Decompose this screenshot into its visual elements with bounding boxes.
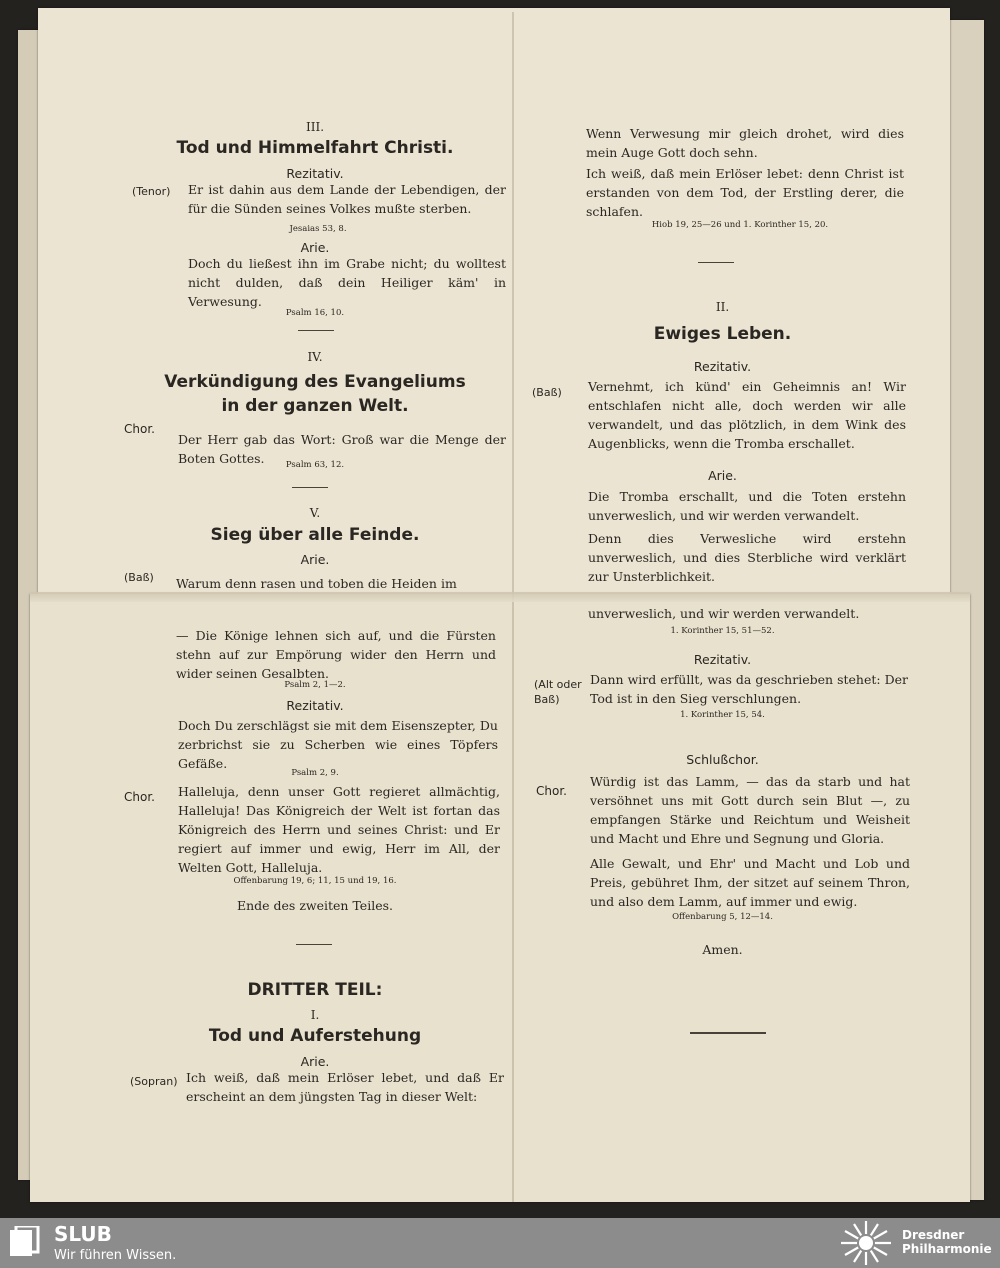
section-number: I. [310, 1008, 320, 1022]
lyrics-text: Würdig ist das Lamm, — das da starb und hat versöhnet uns mit Gott durch sein Blut —, zu empfangen Stärke und Reichtum und Weisheit und Macht und Ehre und Segnung und Gloria. [590, 774, 910, 846]
lyrics-text: Warum denn rasen und toben die Heiden im [176, 576, 457, 591]
center-fold [512, 12, 514, 1202]
divider [296, 944, 332, 945]
lyrics-text: Die Tromba erschallt, und die Toten erstehn unverweslich, und wir werden verwandelt. [588, 489, 906, 523]
slub-logo-icon [10, 1226, 46, 1260]
lyrics-text: Alle Gewalt, und Ehr' und Macht und Lob und Preis, gebühret Ihm, der sitzet auf seinem Thron, und also dem Lamm, auf immer und ewig. [590, 856, 910, 909]
voice-label: (Sopran) [130, 1075, 178, 1088]
paper-tear [30, 592, 970, 602]
lyrics-text: Der Herr gab das Wort: Groß war die Menge der Boten Gottes. [178, 432, 506, 466]
section-number: III. [305, 120, 325, 134]
lyrics-text: — Die Könige lehnen sich auf, und die Fürsten stehn auf zur Empörung wider den Herrn und wider seinen Gesalbten. [176, 628, 496, 681]
section-title: Ewiges Leben. [653, 324, 792, 344]
voice-label: Chor. [124, 422, 155, 436]
section-title: Tod und Auferstehung [208, 1026, 422, 1046]
philharmonie-name-line-2: Philharmonie [902, 1242, 992, 1256]
movement-label: Rezitativ. [693, 652, 752, 667]
lyrics-text: Doch Du zerschlägst sie mit dem Eisenszepter, Du zerbrichst sie zu Scherben wie eines Töpfers Gefäße. [178, 718, 498, 771]
slub-tagline: Wir führen Wissen. [54, 1248, 177, 1263]
voice-label: (Tenor) [132, 185, 171, 198]
voice-label: Chor. [124, 790, 155, 804]
scripture-reference: Jesaias 53, 8. [289, 224, 347, 234]
lyrics-text: Doch du ließest ihn im Grabe nicht; du wolltest nicht dulden, daß dein Heiliger käm' in Verwesung. [188, 256, 506, 309]
voice-label: (Baß) [124, 571, 154, 584]
voice-label: (Alt oder [534, 678, 582, 691]
movement-label: Arie. [300, 552, 330, 567]
divider [292, 487, 328, 488]
movement-label: Rezitativ. [286, 698, 344, 713]
philharmonie-name [902, 1228, 992, 1256]
lyrics-text: Er ist dahin aus dem Lande der Lebendigen, der für die Sünden seines Volkes mußte sterben. [188, 182, 506, 216]
lyrics-text: Ich weiß, daß mein Erlöser lebet, und daß Er erscheint an dem jüngsten Tag in dieser Welt: [186, 1070, 504, 1104]
section-number: II. [715, 300, 730, 314]
lyrics-text: unverweslich, und wir werden verwandelt. [588, 606, 860, 621]
divider [698, 262, 734, 263]
section-title: Verkündigung des Evangeliums [164, 372, 466, 392]
part-end-note: Ende des zweiten Teiles. [236, 898, 393, 913]
lyrics-text: Halleluja, denn unser Gott regieret allmächtig, Halleluja! Das Königreich der Welt ist fortan das Königreich des Herrn und seines Christ: und Er regiert auf immer und ewig, Herr im All, der Welten Gott, Halleluja. [178, 784, 500, 875]
section-title: Tod und Himmelfahrt Christi. [176, 138, 454, 158]
scripture-reference: Psalm 63, 12. [285, 460, 345, 470]
philharmonie-logo-icon [838, 1220, 894, 1266]
scripture-reference: 1. Korinther 15, 51—52. [670, 626, 775, 636]
section-title: in der ganzen Welt. [221, 396, 409, 416]
movement-label: Schlußchor. [686, 752, 759, 767]
slub-name: SLUB [54, 1222, 112, 1246]
voice-label: Baß) [534, 693, 560, 706]
section-number: V. [309, 506, 321, 520]
lyrics-text: Dann wird erfüllt, was da geschrieben stehet: Der Tod ist in den Sieg verschlungen. [590, 672, 908, 706]
scripture-reference: Psalm 2, 9. [291, 768, 339, 778]
lyrics-text: Vernehmt, ich künd' ein Geheimnis an! Wir entschlafen nicht alle, doch werden wir alle verwandelt, und das plötzlich, in dem Wink des Augenblicks, wenn die Tromba erschallet. [588, 379, 906, 451]
voice-label: Chor. [536, 784, 567, 798]
lyrics-text: Ich weiß, daß mein Erlöser lebet: denn Christ ist erstanden von dem Tod, der Erstling derer, die schlafen. [586, 166, 904, 219]
section-title: Sieg über alle Feinde. [210, 525, 420, 545]
scripture-reference: 1. Korinther 15, 54. [680, 710, 765, 720]
closing-amen: Amen. [702, 942, 743, 957]
closing-rule [690, 1032, 766, 1034]
scripture-reference: Offenbarung 19, 6; 11, 15 und 19, 16. [233, 876, 397, 886]
movement-label: Arie. [300, 1054, 330, 1069]
divider [298, 330, 334, 331]
voice-label: (Baß) [532, 386, 562, 399]
scripture-reference: Psalm 2, 1—2. [284, 680, 346, 690]
part-title: DRITTER TEIL: [247, 980, 383, 1000]
scripture-reference: Hiob 19, 25—26 und 1. Korinther 15, 20. [651, 220, 829, 230]
movement-label: Arie. [708, 468, 737, 483]
philharmonie-name-line-1: Dresdner [902, 1228, 965, 1242]
lyrics-text: Wenn Verwesung mir gleich drohet, wird dies mein Auge Gott doch sehn. [586, 126, 904, 160]
movement-label: Rezitativ. [286, 166, 344, 181]
lyrics-text: Denn dies Verwesliche wird erstehn unverweslich, und dies Sterbliche wird verklärt zur Unsterblichkeit. [588, 531, 906, 584]
movement-label: Rezitativ. [693, 359, 752, 374]
scripture-reference: Offenbarung 5, 12—14. [672, 912, 773, 922]
section-number: IV. [307, 350, 323, 364]
movement-label: Arie. [300, 240, 330, 255]
scripture-reference: Psalm 16, 10. [285, 308, 345, 318]
